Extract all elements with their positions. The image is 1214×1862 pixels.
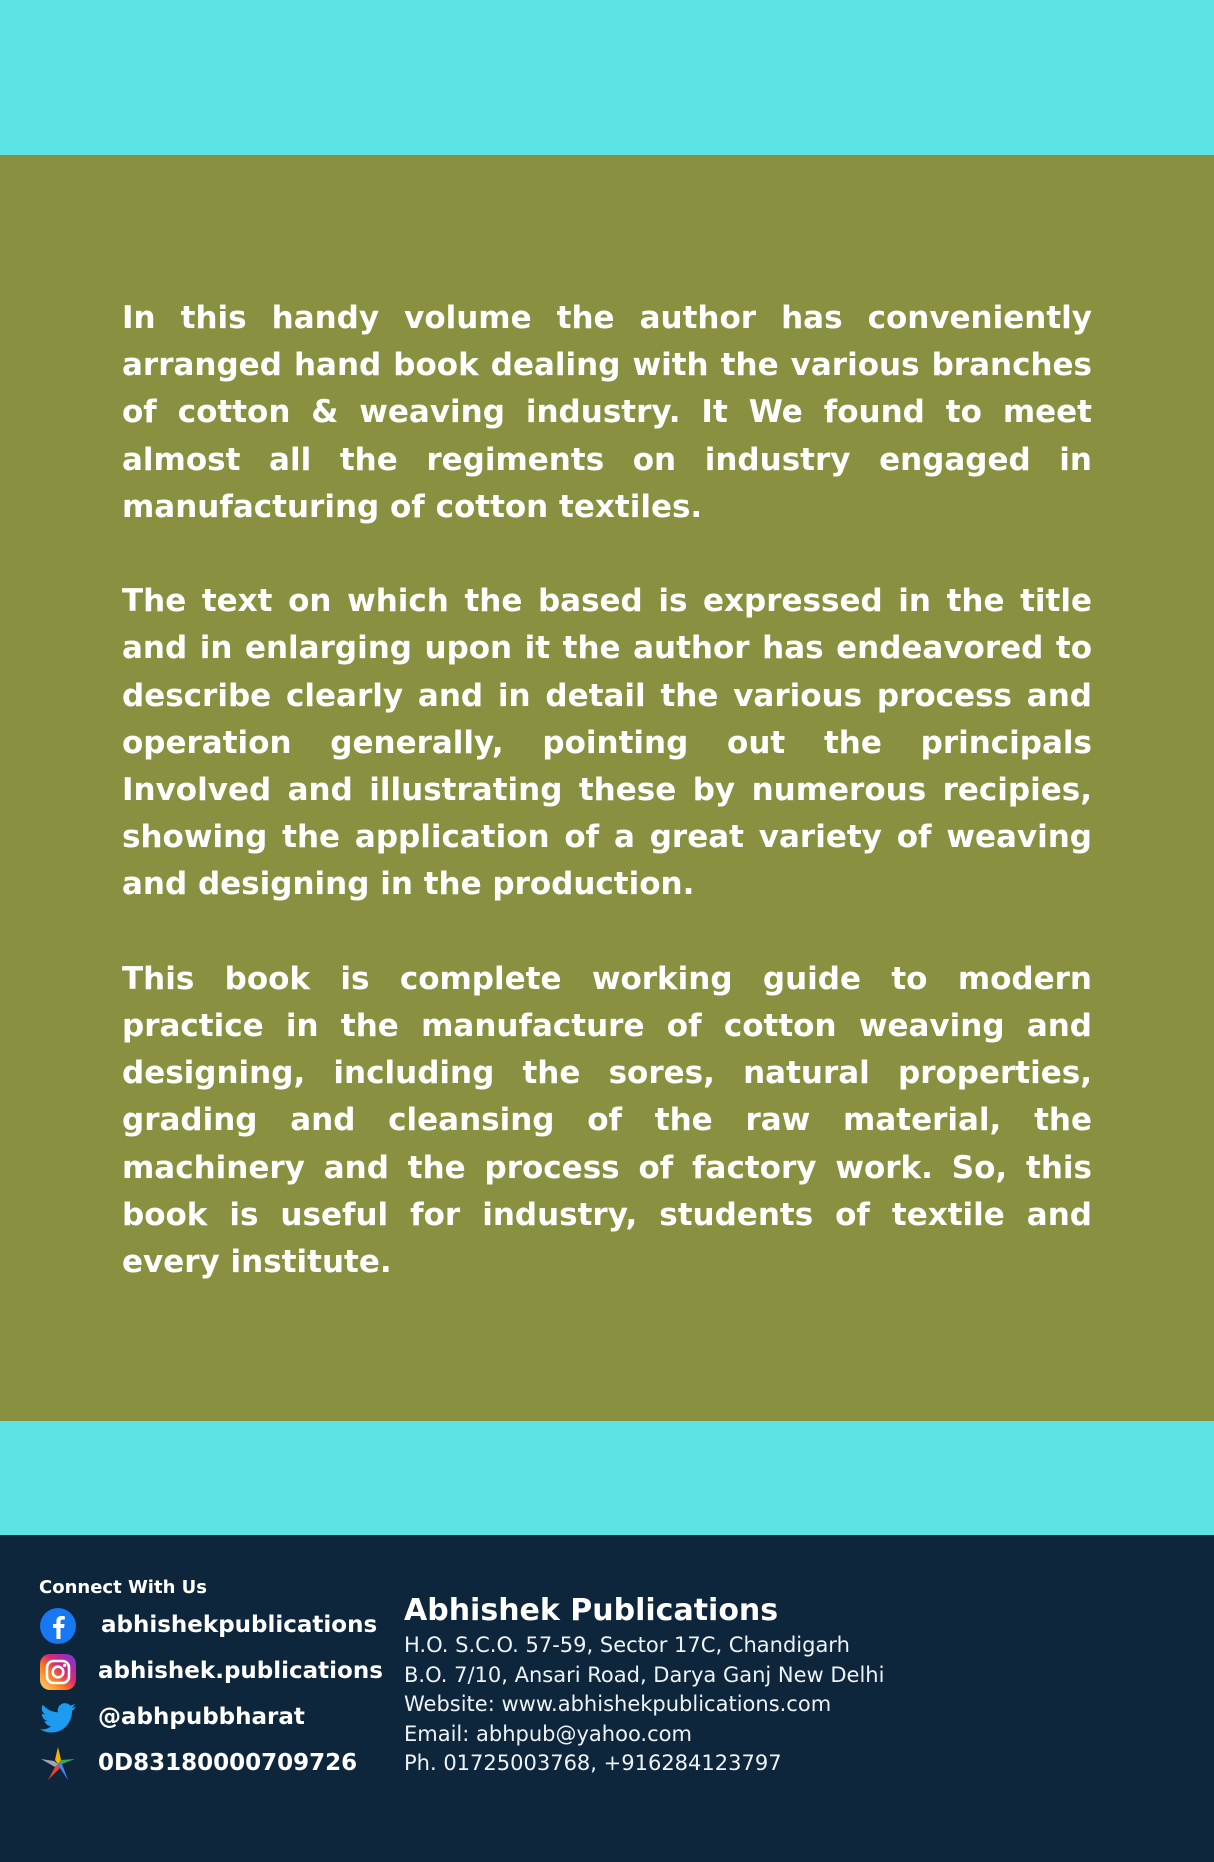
publisher-website[interactable]: Website: www.abhishekpublications.com xyxy=(404,1692,832,1716)
social-row-id[interactable] xyxy=(38,1744,378,1784)
publisher-head-office: H.O. S.C.O. 57-59, Sector 17C, Chandigarh xyxy=(404,1633,850,1657)
social-row-instagram[interactable] xyxy=(38,1652,383,1692)
id-number: 0D83180000709726 xyxy=(98,1750,358,1776)
book-description xyxy=(122,295,1092,1286)
middle-cyan-band xyxy=(0,1421,1214,1535)
description-paragraph-3: This book is complete working guide to modern practice in the manufacture of cotton weaving and designing, including the sores, natural properties, grading and cleansing of the raw material, the machinery and the process of factory work. So, this book is useful for industry, students of textile and every institute. xyxy=(122,960,1092,1281)
description-paragraph-2: The text on which the based is expressed in the title and in enlarging upon it the author has endeavored to describe clearly and in detail the various process and operation generally, pointing out the principals Involved and illustrating these by numerous recipies, showing the application of a great variety of weaving and designing in the production. xyxy=(122,583,1092,903)
top-cyan-band xyxy=(0,0,1214,155)
facebook-icon xyxy=(38,1606,78,1646)
twitter-icon xyxy=(38,1698,78,1738)
publisher-branch-office: B.O. 7/10, Ansari Road, Darya Ganj New Delhi xyxy=(404,1663,885,1687)
facebook-handle: abhishekpublications xyxy=(101,1612,378,1638)
star-logo-icon xyxy=(38,1744,78,1784)
publisher-phone: Ph. 01725003768, +916284123797 xyxy=(404,1751,782,1775)
connect-with-us-heading: Connect With Us xyxy=(39,1577,207,1598)
footer xyxy=(0,1535,1214,1862)
publisher-name: Abhishek Publications xyxy=(404,1593,779,1628)
social-row-twitter[interactable] xyxy=(38,1698,378,1738)
instagram-icon xyxy=(38,1652,78,1692)
social-row-facebook[interactable] xyxy=(38,1606,378,1646)
description-paragraph-1: In this handy volume the author has conveniently arranged hand book dealing with the various branches of cotton & weaving industry. It We found to meet almost all the regiments on industry engaged in manufacturing of cotton textiles. xyxy=(122,300,1092,525)
instagram-handle: abhishek.publications xyxy=(98,1658,383,1684)
publisher-email[interactable]: Email: abhpub@yahoo.com xyxy=(404,1722,692,1746)
twitter-handle: @abhpubbharat xyxy=(98,1704,305,1730)
